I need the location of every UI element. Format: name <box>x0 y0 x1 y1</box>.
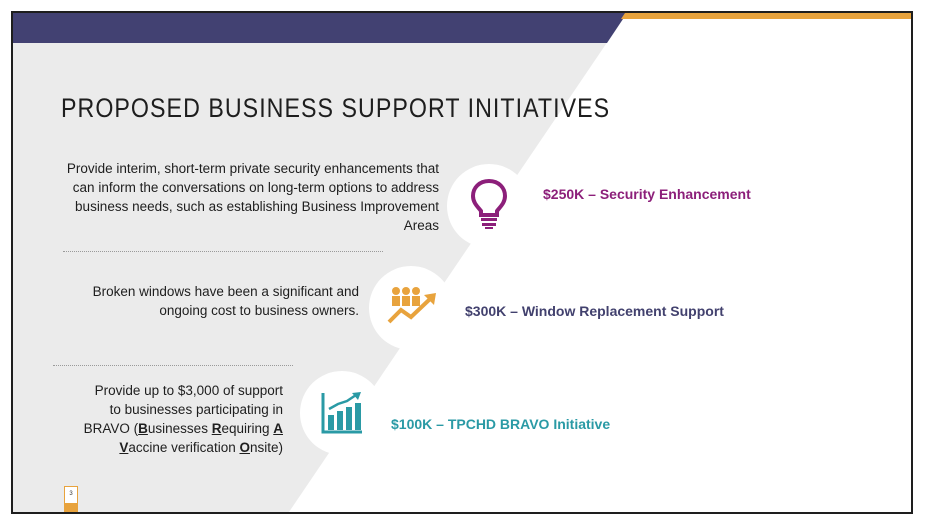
divider-1 <box>63 251 383 252</box>
bravo-line-1: Provide up to $3,000 of support <box>94 383 283 398</box>
slide <box>11 11 913 514</box>
bravo-line-2: to businesses participating in <box>109 402 283 417</box>
lightbulb-icon <box>470 178 508 230</box>
page-number: 3 <box>64 486 78 506</box>
page-number-tab <box>64 503 78 512</box>
acronym-o: O <box>239 440 250 455</box>
acronym-r: R <box>211 421 222 436</box>
bravo-description <box>33 381 283 457</box>
window-amount: $300K – Window Replacement Support <box>465 303 724 319</box>
security-description: Provide interim, short-term private security enhancements that can inform the conversations on long-term options to address business needs, such as establishing Business Improvement Areas <box>66 161 439 233</box>
page-title: PROPOSED BUSINESS SUPPORT INITIATIVES <box>61 93 611 123</box>
bar-chart-growth-icon <box>320 391 364 435</box>
divider-2 <box>53 365 293 366</box>
window-description: Broken windows have been a significant and ongoing cost to business owners. <box>92 284 359 318</box>
bravo-prefix: BRAVO ( <box>83 421 139 436</box>
security-amount: $250K – Security Enhancement <box>543 186 751 202</box>
acronym-v: V <box>119 440 129 455</box>
acronym-o-rest: nsite) <box>249 440 283 455</box>
top-band <box>13 13 627 43</box>
acronym-r-rest: equiring <box>221 421 274 436</box>
acronym-a: A <box>273 421 283 436</box>
people-growth-icon <box>386 285 438 325</box>
acronym-v-rest: accine verification <box>128 440 240 455</box>
acronym-b-rest: usinesses <box>147 421 212 436</box>
bravo-amount: $100K – TPCHD BRAVO Initiative <box>391 416 611 432</box>
acronym-b: B <box>138 421 148 436</box>
top-accent-band <box>621 13 911 19</box>
